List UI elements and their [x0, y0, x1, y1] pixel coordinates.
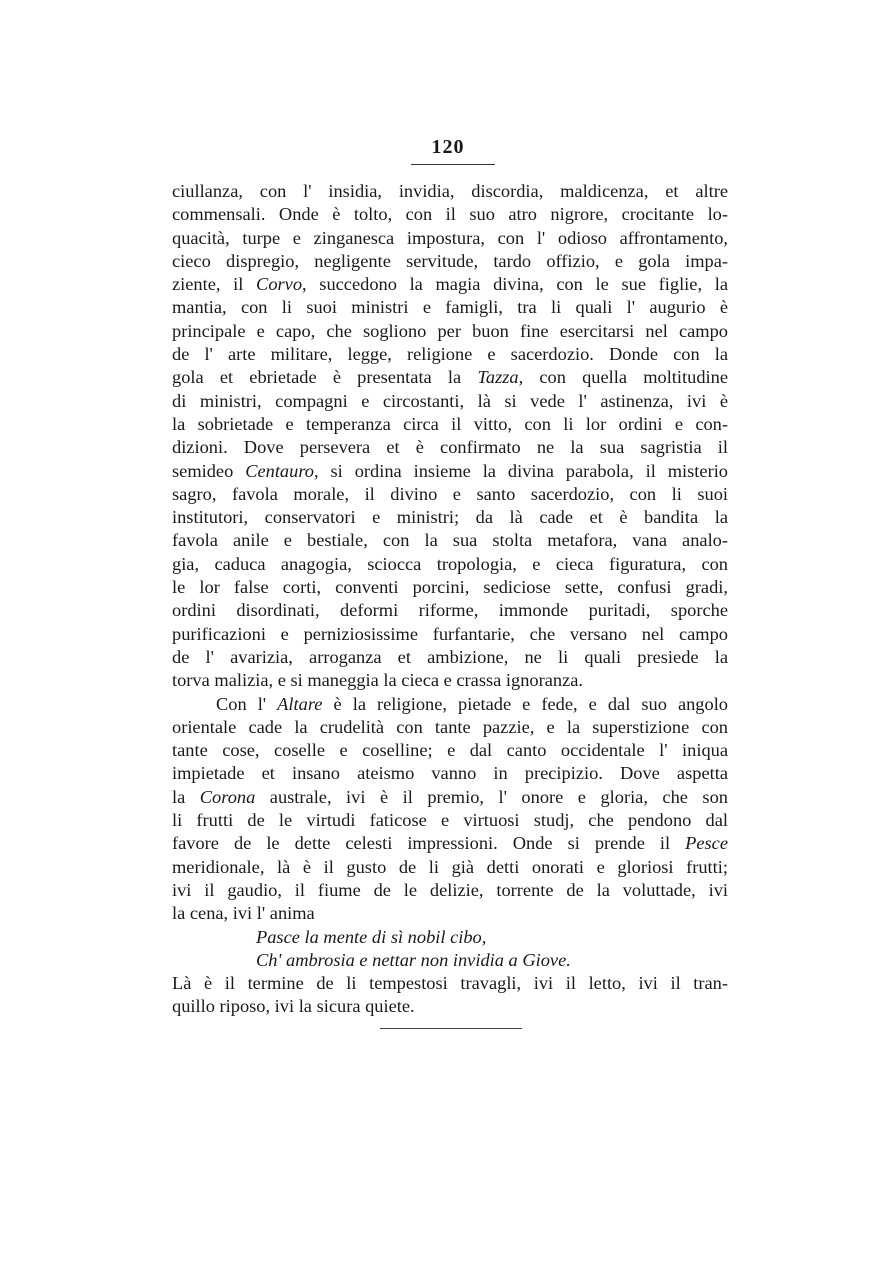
- text-line-13: semideo Centauro, si ordina insieme la divina parabola, il misterio: [172, 460, 728, 481]
- text-line-12: dizioni. Dove persevera et è confirmato ne la sua sagristia il: [172, 437, 728, 458]
- text-line-21: de l' avarizia, arroganza et ambizione, ne li quali presiede la: [172, 646, 728, 667]
- text-line-10: di ministri, compagni e circostanti, là si vede l' astinenza, ivi è: [172, 390, 728, 411]
- text-line-3: quacità, turpe e zinganesca impostura, con l' odioso affrontamento,: [172, 227, 728, 248]
- header-rule: [411, 164, 495, 165]
- text-line-1: ciullanza, con l' insidia, invidia, discordia, maldicenza, et altre: [172, 181, 728, 201]
- text-line-6: mantia, con li suoi ministri e famigli, tra li quali l' augurio è: [172, 297, 728, 318]
- text-line-29: favore de le dette celesti impressioni. Onde si prende il Pesce: [172, 833, 728, 854]
- page-number: 120: [431, 136, 465, 158]
- constellation-corvo: Corvo: [256, 274, 303, 295]
- text-line-33: Là è il termine de li tempestosi travagli, ivi il letto, ivi il tran-: [172, 973, 728, 994]
- text-line-28: li frutti de le virtudi faticose e virtuosi studj, che pendono dal: [172, 810, 728, 831]
- text-line-5: ziente, il Corvo, succedono la magia divina, con le sue figlie, la: [172, 274, 728, 295]
- text-line-22: torva malizia, e si maneggia la cieca e crassa ignoranza.: [172, 670, 584, 691]
- text-line-20: purificazioni e perniziosissime furfantarie, che versano nel campo: [172, 623, 728, 644]
- text-line-30: meridionale, là è il gusto de li già detti onorati e gloriosi frutti;: [172, 856, 728, 877]
- text-line-32: la cena, ivi l' anima: [172, 903, 315, 924]
- body-text: [172, 180, 728, 1019]
- text-line-24: orientale cade la crudelità con tante pazzie, e la superstizione con: [172, 716, 728, 737]
- text-line-9: gola et ebrietade è presentata la Tazza, con quella moltitudine: [172, 367, 728, 388]
- text-line-17: gia, caduca anagogia, sciocca tropologia, e cieca figuratura, con: [172, 553, 728, 574]
- text-line-31: ivi il gaudio, il fiume de le delizie, torrente de la voluttade, ivi: [172, 879, 728, 900]
- text-line-15: institutori, conservatori e ministri; da là cade et è bandita la: [172, 507, 728, 528]
- text-line-26: impietade et insano ateismo vanno in precipizio. Dove aspetta: [172, 763, 728, 784]
- text-line-14: sagro, favola morale, il divino e santo sacerdozio, con li suoi: [172, 483, 728, 504]
- footer-rule: [380, 1028, 522, 1029]
- text-line-18: le lor false corti, conventi porcini, sediciose sette, confusi gradi,: [172, 577, 728, 598]
- text-line-8: de l' arte militare, legge, religione e sacerdozio. Donde con la: [172, 344, 728, 365]
- text-line-27: la Corona australe, ivi è il premio, l' onore e gloria, che son: [172, 786, 728, 807]
- text-line-7: principale e capo, che sogliono per buon fine esercitarsi nel campo: [172, 320, 728, 341]
- text-line-2: commensali. Onde è tolto, con il suo atro nigrore, crocitante lo-: [172, 204, 728, 225]
- constellation-centauro: Centauro: [245, 460, 314, 481]
- constellation-corona: Corona: [199, 786, 256, 807]
- text-line-11: la sobrietade e temperanza circa il vitto, con li lor ordini e con-: [172, 413, 728, 434]
- text-line-16: favola anile e bestiale, con la sua stolta metafora, vana analo-: [172, 530, 728, 551]
- verse-line-1: Pasce la mente di sì nobil cibo,: [256, 926, 487, 947]
- text-line-23: Con l' Altare è la religione, pietade e fede, e dal suo angolo: [216, 693, 729, 714]
- constellation-pesce: Pesce: [685, 833, 728, 854]
- constellation-tazza: Tazza: [477, 367, 519, 388]
- verse-line-2: Ch' ambrosia e nettar non invidia a Giove.: [256, 949, 571, 970]
- text-line-19: ordini disordinati, deformi riforme, immonde puritadi, sporche: [172, 600, 728, 621]
- text-line-25: tante cose, coselle e coselline; e dal canto occidentale l' iniqua: [172, 740, 728, 761]
- text-line-4: cieco dispregio, negligente servitude, tardo offizio, e gola impa-: [172, 250, 728, 271]
- constellation-altare: Altare: [277, 693, 323, 714]
- text-line-34: quillo riposo, ivi la sicura quiete.: [172, 996, 415, 1017]
